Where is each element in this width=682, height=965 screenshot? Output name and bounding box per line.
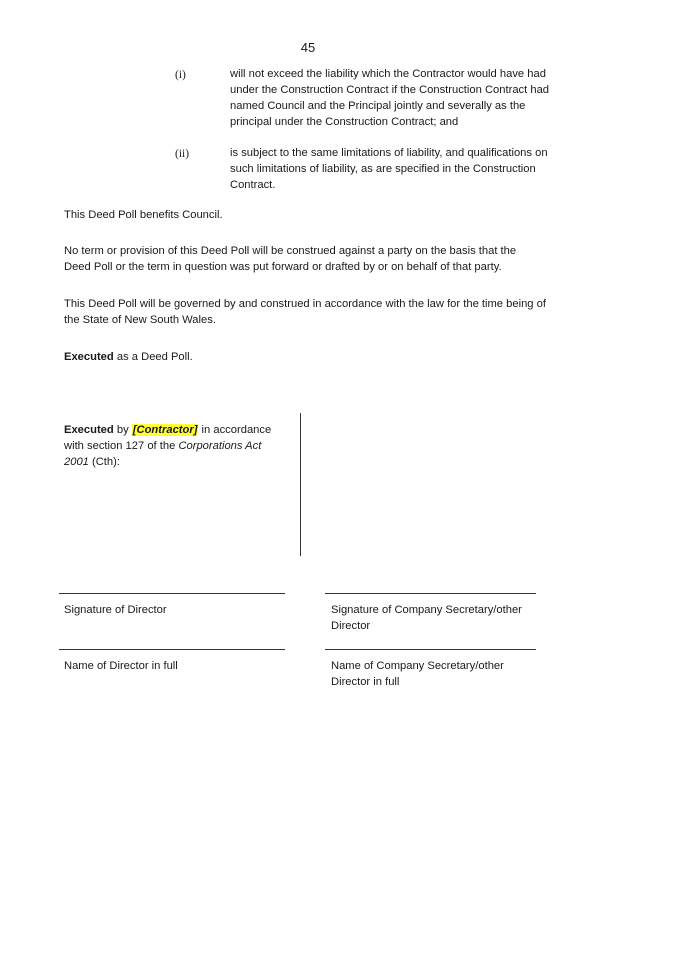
director-signature-line[interactable]: [59, 593, 285, 594]
execution-block: [64, 422, 286, 470]
secretary-name-line[interactable]: [325, 649, 536, 650]
paragraph-construction: No term or provision of this Deed Poll will be construed against a party on the basis that the Deed Poll or the term in question was put forward or drafted by or on behalf of that party.: [64, 245, 517, 273]
director-name-label: Name of Director in full: [64, 660, 178, 672]
executed-rest: as a Deed Poll.: [113, 351, 193, 363]
execution-end: (Cth):: [88, 456, 120, 468]
executed-statement: [64, 349, 564, 365]
page-number: 45: [300, 40, 316, 55]
secretary-name-label: Name of Company Secretary/other Director in full: [331, 660, 504, 688]
act-name: Corporations Act 2001: [64, 440, 262, 468]
director-name-line[interactable]: [59, 649, 285, 650]
list-item-label: (i): [175, 69, 186, 81]
contractor-placeholder: [Contractor]: [132, 424, 198, 436]
secretary-signature-line[interactable]: [325, 593, 536, 594]
execution-by: by: [113, 424, 132, 436]
execution-mid: in accordance with section 127 of the: [64, 424, 272, 452]
executed-bold: Executed: [64, 351, 114, 363]
director-signature-label: Signature of Director: [64, 604, 167, 616]
execution-bold: Executed: [64, 424, 114, 436]
paragraph-benefit: This Deed Poll benefits Council.: [64, 209, 223, 221]
list-item-text: is subject to the same limitations of liability, and qualifications on such limitations of liability, as are specified in the Construction Contract.: [230, 147, 548, 191]
paragraph-governing-law: This Deed Poll will be governed by and construed in accordance with the law for the time being of the State of New South Wales.: [64, 298, 546, 326]
vertical-divider: [300, 413, 301, 556]
list-item-label: (ii): [175, 148, 190, 160]
list-item-text: will not exceed the liability which the Contractor would have had under the Construction Contract if the Construction Contract had named Council and the Principal jointly and severally as the principal under the Construction Contract; and: [230, 68, 550, 128]
secretary-signature-label: Signature of Company Secretary/other Director: [331, 604, 522, 632]
